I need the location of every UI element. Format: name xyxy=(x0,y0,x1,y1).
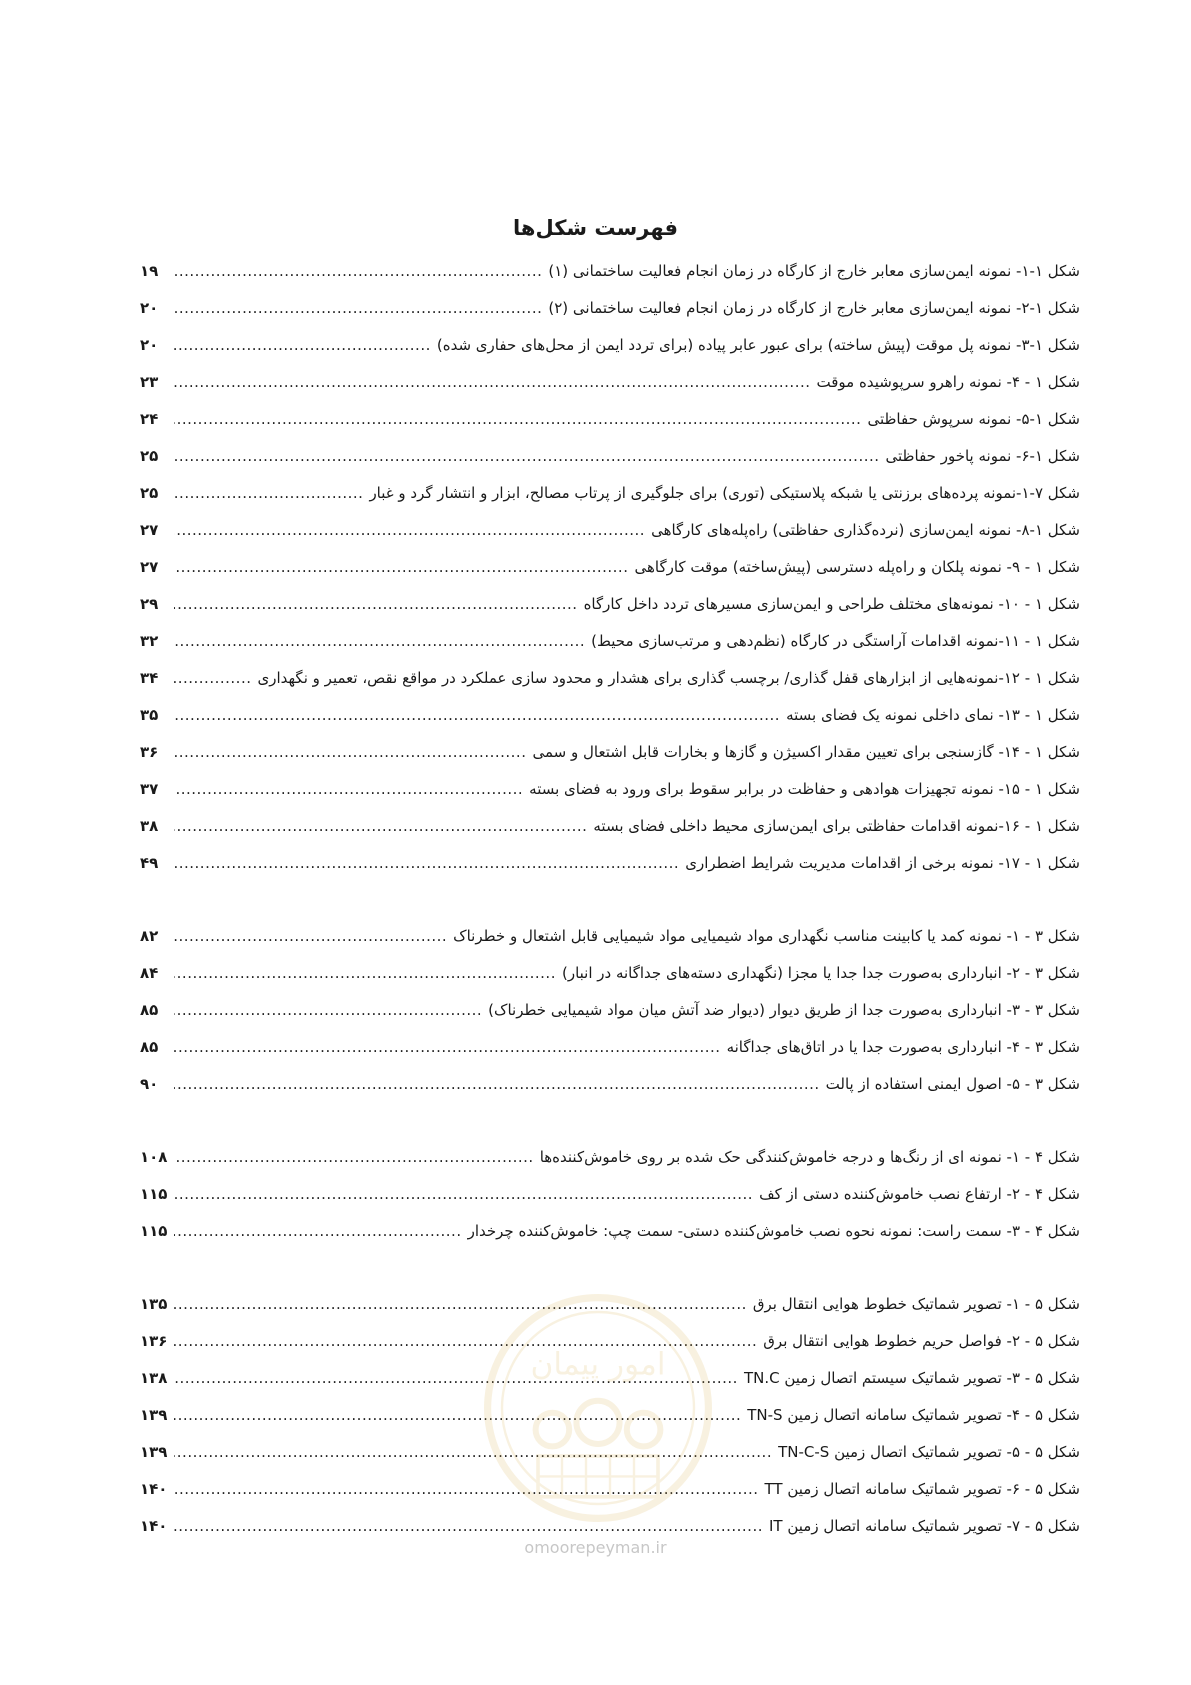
toc-entry[interactable] xyxy=(140,447,1080,484)
entry-title: شکل ۱-۸- نمونه ایمن‌سازی (نرده‌گذاری حفاظتی) راه‌پله‌های کارگاهی xyxy=(651,521,1080,539)
entry-title: شکل ۱ - ۱۴- گازسنجی برای تعیین مقدار اکسیژن و گازها و بخارات قابل اشتعال و سمی xyxy=(532,743,1080,761)
entry-title: شکل ۵ - ۴- تصویر شماتیک سامانه اتصال زمین TN-S xyxy=(747,1406,1080,1424)
entry-page-number: ۸۵ xyxy=(140,1038,159,1056)
entry-title: شکل ۴ - ۲- ارتفاع نصب خاموش‌کننده دستی از کف xyxy=(759,1185,1080,1203)
toc-entry[interactable] xyxy=(140,964,1080,1001)
dot-leader xyxy=(174,262,542,280)
dot-leader xyxy=(174,1075,820,1093)
dot-leader xyxy=(174,817,587,835)
toc-entry[interactable] xyxy=(140,817,1080,854)
toc-entry[interactable] xyxy=(140,1038,1080,1075)
dot-leader xyxy=(174,1038,721,1056)
entry-title: شکل ۳ - ۳- انبارداری به‌صورت جدا از طریق دیوار (دیوار ضد آتش میان مواد شیمیایی خطرناک) xyxy=(488,1001,1080,1019)
entry-title: شکل ۷-۱-نمونه پرده‌های برزنتی یا شبکه پلاستیکی (توری) برای جلوگیری از پرتاب مصالح، ابزار و انتشار گرد و غبار xyxy=(369,484,1080,502)
dot-leader xyxy=(174,595,578,613)
entry-page-number: ۲۷ xyxy=(140,521,159,539)
toc-entry[interactable] xyxy=(140,632,1080,669)
toc-entry[interactable] xyxy=(140,1148,1080,1185)
toc-entry[interactable] xyxy=(140,743,1080,780)
toc-entry[interactable] xyxy=(140,595,1080,632)
entry-page-number: ۴۹ xyxy=(140,854,159,872)
entry-page-number: ۱۳۵ xyxy=(140,1295,168,1313)
entry-title: شکل ۵ - ۷- تصویر شماتیک سامانه اتصال زمین IT xyxy=(769,1517,1080,1535)
entry-title: شکل ۱-۶- نمونه پاخور حفاظتی xyxy=(885,447,1080,465)
entry-title: شکل ۱ - ۱۱-نمونه اقدامات آراستگی در کارگاه (نظم‌دهی و مرتب‌سازی محیط) xyxy=(591,632,1080,650)
entry-title: شکل ۱-۵- نمونه سرپوش حفاظتی xyxy=(867,410,1080,428)
entry-title: شکل ۵ - ۶- تصویر شماتیک سامانه اتصال زمین TT xyxy=(764,1480,1080,1498)
toc-entry[interactable] xyxy=(140,336,1080,373)
dot-leader xyxy=(174,447,880,465)
toc-entry[interactable] xyxy=(140,927,1080,964)
svg-text:امور پیمان: امور پیمان xyxy=(530,1346,666,1383)
entry-page-number: ۱۳۹ xyxy=(140,1443,168,1461)
toc-entry[interactable] xyxy=(140,521,1080,558)
figure-group xyxy=(140,927,1080,1112)
entry-page-number: ۲۰ xyxy=(140,299,159,317)
watermark-url: omoorepeyman.ir xyxy=(524,1538,667,1557)
toc-entry[interactable] xyxy=(140,1185,1080,1222)
dot-leader xyxy=(174,1222,462,1240)
dot-leader xyxy=(174,927,447,945)
entry-page-number: ۱۹ xyxy=(140,262,159,280)
entry-page-number: ۲۳ xyxy=(140,373,159,391)
entry-page-number: ۱۱۵ xyxy=(140,1222,168,1240)
entry-page-number: ۱۳۶ xyxy=(140,1332,168,1350)
entry-title: شکل ۱ - ۱۶-نمونه اقدامات حفاظتی برای ایمن‌سازی محیط داخلی فضای بسته xyxy=(593,817,1080,835)
toc-entry[interactable] xyxy=(140,262,1080,299)
entry-page-number: ۲۷ xyxy=(140,558,159,576)
toc-entry[interactable] xyxy=(140,706,1080,743)
entry-title: شکل ۴ - ۱- نمونه ای از رنگ‌ها و درجه خاموش‌کنندگی حک شده بر روی خاموش‌کننده‌ها xyxy=(539,1148,1080,1166)
entry-page-number: ۳۵ xyxy=(140,706,159,724)
toc-entry[interactable] xyxy=(140,558,1080,595)
entry-title: شکل ۱-۱- نمونه ایمن‌سازی معابر خارج از کارگاه در زمان انجام فعالیت ساختمانی (۱) xyxy=(548,262,1080,280)
entry-title: شکل ۵ - ۳- تصویر شماتیک سیستم اتصال زمین TN.C xyxy=(743,1369,1080,1387)
entry-page-number: ۲۰ xyxy=(140,336,159,354)
dot-leader xyxy=(174,521,645,539)
entry-page-number: ۱۴۰ xyxy=(140,1480,168,1498)
entry-title: شکل ۳ - ۱- نمونه کمد یا کابینت مناسب نگهداری مواد شیمیایی مواد شیمیایی قابل اشتعال و خطرناک xyxy=(453,927,1080,945)
toc-entry[interactable] xyxy=(140,299,1080,336)
entry-title: شکل ۱-۳- نمونه پل موقت (پیش ساخته) برای عبور عابر پیاده (برای تردد ایمن از محل‌های حفاری شده) xyxy=(436,336,1080,354)
dot-leader xyxy=(174,706,780,724)
entry-page-number: ۳۴ xyxy=(140,669,159,687)
dot-leader xyxy=(174,780,523,798)
entry-title: شکل ۱ - ۱۰- نمونه‌های مختلف طراحی و ایمن‌سازی مسیرهای تردد داخل کارگاه xyxy=(583,595,1080,613)
entry-page-number: ۳۶ xyxy=(140,743,159,761)
entry-page-number: ۸۲ xyxy=(140,927,159,945)
entry-page-number: ۸۵ xyxy=(140,1001,159,1019)
dot-leader xyxy=(174,336,431,354)
dot-leader xyxy=(174,743,526,761)
dot-leader xyxy=(174,410,861,428)
toc-entry[interactable] xyxy=(140,410,1080,447)
entry-title: شکل ۳ - ۴- انبارداری به‌صورت جدا یا در اتاق‌های جداگانه xyxy=(726,1038,1080,1056)
entry-title: شکل ۴ - ۳- سمت راست: نمونه نحوه نصب خاموش‌کننده دستی- سمت چپ: خاموش‌کننده چرخدار xyxy=(467,1222,1080,1240)
toc-entry[interactable] xyxy=(140,1222,1080,1259)
dot-leader xyxy=(174,299,542,317)
entry-title: شکل ۱ - ۹- نمونه پلکان و راه‌پله دسترسی (پیش‌ساخته) موقت کارگاهی xyxy=(634,558,1080,576)
entry-title: شکل ۱ - ۱۳- نمای داخلی نمونه یک فضای بسته xyxy=(786,706,1080,724)
dot-leader xyxy=(174,484,363,502)
dot-leader xyxy=(174,669,251,687)
entry-title: شکل ۱ - ۱۵- نمونه تجهیزات هوادهی و حفاظت در برابر سقوط برای ورود به فضای بسته xyxy=(529,780,1080,798)
dot-leader xyxy=(174,964,556,982)
entry-title: شکل ۱ - ۱۷- نمونه برخی از اقدامات مدیریت شرایط اضطراری xyxy=(685,854,1080,872)
entry-title: شکل ۵ - ۱- تصویر شماتیک خطوط هوایی انتقال برق xyxy=(752,1295,1080,1313)
dot-leader xyxy=(174,373,811,391)
entry-page-number: ۳۷ xyxy=(140,780,159,798)
entry-page-number: ۳۲ xyxy=(140,632,159,650)
toc-entry[interactable] xyxy=(140,1001,1080,1038)
dot-leader xyxy=(174,632,585,650)
entry-title: شکل ۱-۲- نمونه ایمن‌سازی معابر خارج از کارگاه در زمان انجام فعالیت ساختمانی (۲) xyxy=(548,299,1080,317)
entry-title: شکل ۳ - ۵- اصول ایمنی استفاده از پالت xyxy=(825,1075,1080,1093)
figure-group xyxy=(140,1148,1080,1259)
page-title: فهرست شکل‌ها xyxy=(513,216,678,240)
entry-page-number: ۱۳۸ xyxy=(140,1369,168,1387)
entry-title: شکل ۳ - ۲- انبارداری به‌صورت جدا جدا یا مجزا (نگهداری دسته‌های جداگانه در انبار) xyxy=(561,964,1080,982)
entry-page-number: ۱۴۰ xyxy=(140,1517,168,1535)
toc-entry[interactable] xyxy=(140,1075,1080,1112)
entry-page-number: ۲۵ xyxy=(140,484,159,502)
toc-entry[interactable] xyxy=(140,780,1080,817)
entry-page-number: ۱۳۹ xyxy=(140,1406,168,1424)
entry-page-number: ۲۴ xyxy=(140,410,159,428)
entry-page-number: ۳۸ xyxy=(140,817,159,835)
dot-leader xyxy=(174,558,628,576)
entry-page-number: ۸۴ xyxy=(140,964,159,982)
toc-entry[interactable] xyxy=(140,854,1080,891)
dot-leader xyxy=(174,854,679,872)
entry-title: شکل ۱ - ۱۲-نمونه‌هایی از ابزارهای قفل گذاری/ برچسب گذاری برای هشدار و محدود سازی عملکرد در مواقع نقص، تعمیر و نگهداری xyxy=(257,669,1080,687)
entry-title: شکل ۵ - ۲- فواصل حریم خطوط هوایی انتقال برق xyxy=(763,1332,1080,1350)
entry-page-number: ۲۵ xyxy=(140,447,159,465)
entry-page-number: ۱۱۵ xyxy=(140,1185,168,1203)
entry-title: شکل ۵ - ۵- تصویر شماتیک اتصال زمین TN-C-S xyxy=(778,1443,1080,1461)
dot-leader xyxy=(174,1148,534,1166)
entry-title: شکل ۱ - ۴- نمونه راهرو سرپوشیده موقت xyxy=(816,373,1080,391)
entry-page-number: ۱۰۸ xyxy=(140,1148,168,1166)
entry-page-number: ۲۹ xyxy=(140,595,159,613)
toc-entry[interactable] xyxy=(140,484,1080,521)
toc-entry[interactable] xyxy=(140,669,1080,706)
toc-entry[interactable] xyxy=(140,373,1080,410)
figure-group xyxy=(140,262,1080,891)
dot-leader xyxy=(174,1001,482,1019)
watermark-logo-icon xyxy=(478,1288,718,1528)
entry-page-number: ۹۰ xyxy=(140,1075,159,1093)
dot-leader xyxy=(174,1185,753,1203)
